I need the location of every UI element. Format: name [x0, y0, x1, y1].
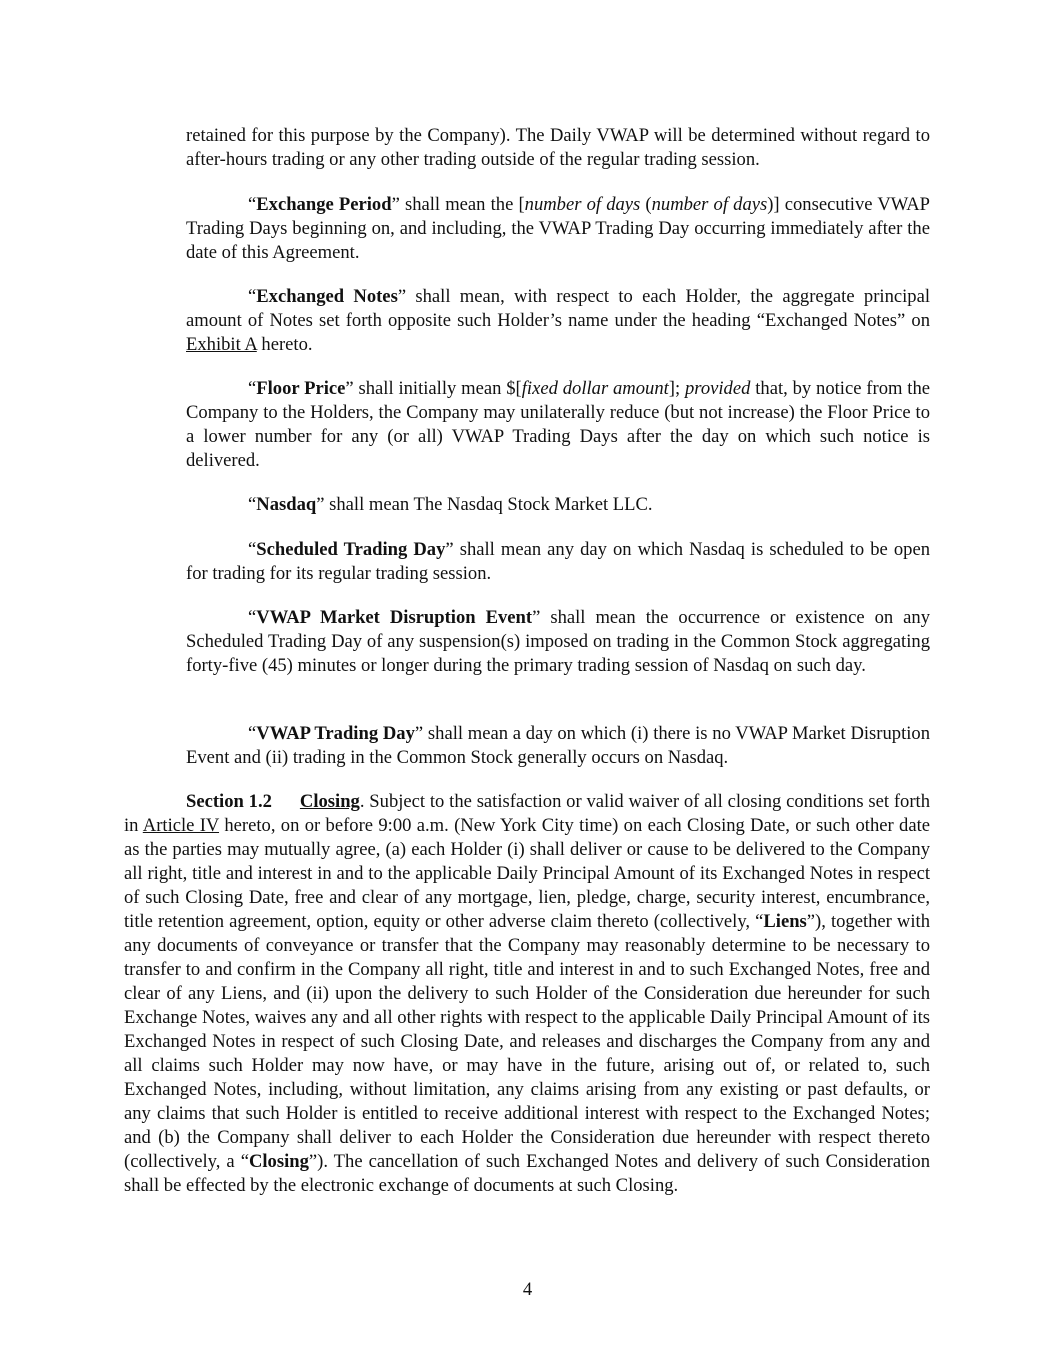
section-heading: Closing — [299, 791, 360, 812]
defined-term: Floor Price — [256, 378, 346, 399]
definition-scheduled-trading-day: “Scheduled Trading Day” shall mean any day on which Nasdaq is scheduled to be open for trading for its regular trading session. — [186, 539, 930, 584]
defined-term: Nasdaq — [256, 494, 317, 515]
definition-floor-price: “Floor Price” shall initially mean $[fixed dollar amount]; provided that, by notice from the Company to the Holders, the Company may unilaterally reduce (but not increase) the Floor Price to a lower number for any (or all) VWAP Trading Days after the day on which such notice is delivered. — [186, 378, 930, 471]
defined-term-liens: Liens — [763, 911, 807, 932]
section-1-2-closing: Section 1.2 Closing. Subject to the satisfaction or valid waiver of all closing conditions set forth in Article IV hereto, on or before 9:00 a.m. (New York City time) on each Closing Date, or such other date as the parties may mutually agree, (a) each Holder (i) shall deliver or cause to be delivered to the Company all right, title and interest in and to the applicable Daily Principal Amount of its Exchanged Notes in respect of such Closing Date, free and clear of any mortgage, lien, pledge, charge, security interest, encumbrance, title retention agreement, option, equity or other adverse claim thereto (collectively, “Liens”), together with any documents of conveyance or transfer that the Company may reasonably determine to be necessary to transfer to and confirm in the Company all right, title and interest in and to such Exchanged Notes, free and clear of any Liens, and (ii) upon the delivery to such Holder of the Consideration due hereunder for such Exchange Notes, waives any and all other rights with respect to the applicable Daily Principal Amount of its Exchanged Notes in respect of such Closing Date, and releases and discharges the Company from any and all claims such Holder may now have, or may have in the future, arising out of, or related to, such Exchanged Notes, including, without limitation, any claims arising from any existing or past defaults, or any claims that such Holder is entitled to receive additional interest with respect to the Exchanged Notes; and (b) the Company shall deliver to each Holder the Consideration due hereunder with respect thereto (collectively, a “Closing”). The cancellation of such Exchanged Notes and delivery of such Consideration shall be effected by the electronic exchange of documents at such Closing. — [124, 791, 930, 1196]
continuation-paragraph: retained for this purpose by the Company). The Daily VWAP will be determined without regard to after-hours trading or any other trading outside of the regular trading session. — [186, 125, 930, 170]
definition-exchanged-notes: “Exchanged Notes” shall mean, with respect to each Holder, the aggregate principal amount of Notes set forth opposite such Holder’s name under the heading “Exchanged Notes” on Exhibit A hereto. — [186, 286, 930, 355]
defined-term: Exchange Period — [256, 194, 392, 215]
page-number: 4 — [522, 1279, 533, 1300]
article-iv-reference: Article IV — [142, 815, 220, 836]
definition-vwap-trading-day: “VWAP Trading Day” shall mean a day on which (i) there is no VWAP Market Disruption Event and (ii) trading in the Common Stock generally occurs on Nasdaq. — [186, 723, 931, 768]
definition-nasdaq: “Nasdaq” shall mean The Nasdaq Stock Market LLC. — [248, 494, 653, 515]
definition-exchange-period: “Exchange Period” shall mean the [number of days (number of days)] consecutive VWAP Trading Days beginning on, and including, the VWAP Trading Day occurring immediately after the date of this Agreement. — [186, 194, 931, 263]
section-number: Section 1.2 — [186, 791, 272, 812]
defined-term-closing: Closing — [248, 1151, 309, 1172]
defined-term: VWAP Market Disruption Event — [256, 607, 533, 628]
defined-term: VWAP Trading Day — [256, 723, 415, 744]
defined-term: Exchanged Notes — [256, 286, 398, 307]
definition-vwap-market-disruption-event: “VWAP Market Disruption Event” shall mean the occurrence or existence on any Scheduled Trading Day of any suspension(s) imposed on trading in the Common Stock aggregating forty-five (45) minutes or longer during the primary trading session of Nasdaq on such day. — [186, 607, 931, 676]
defined-term: Scheduled Trading Day — [256, 539, 446, 560]
exhibit-a-reference: Exhibit A — [186, 334, 257, 355]
